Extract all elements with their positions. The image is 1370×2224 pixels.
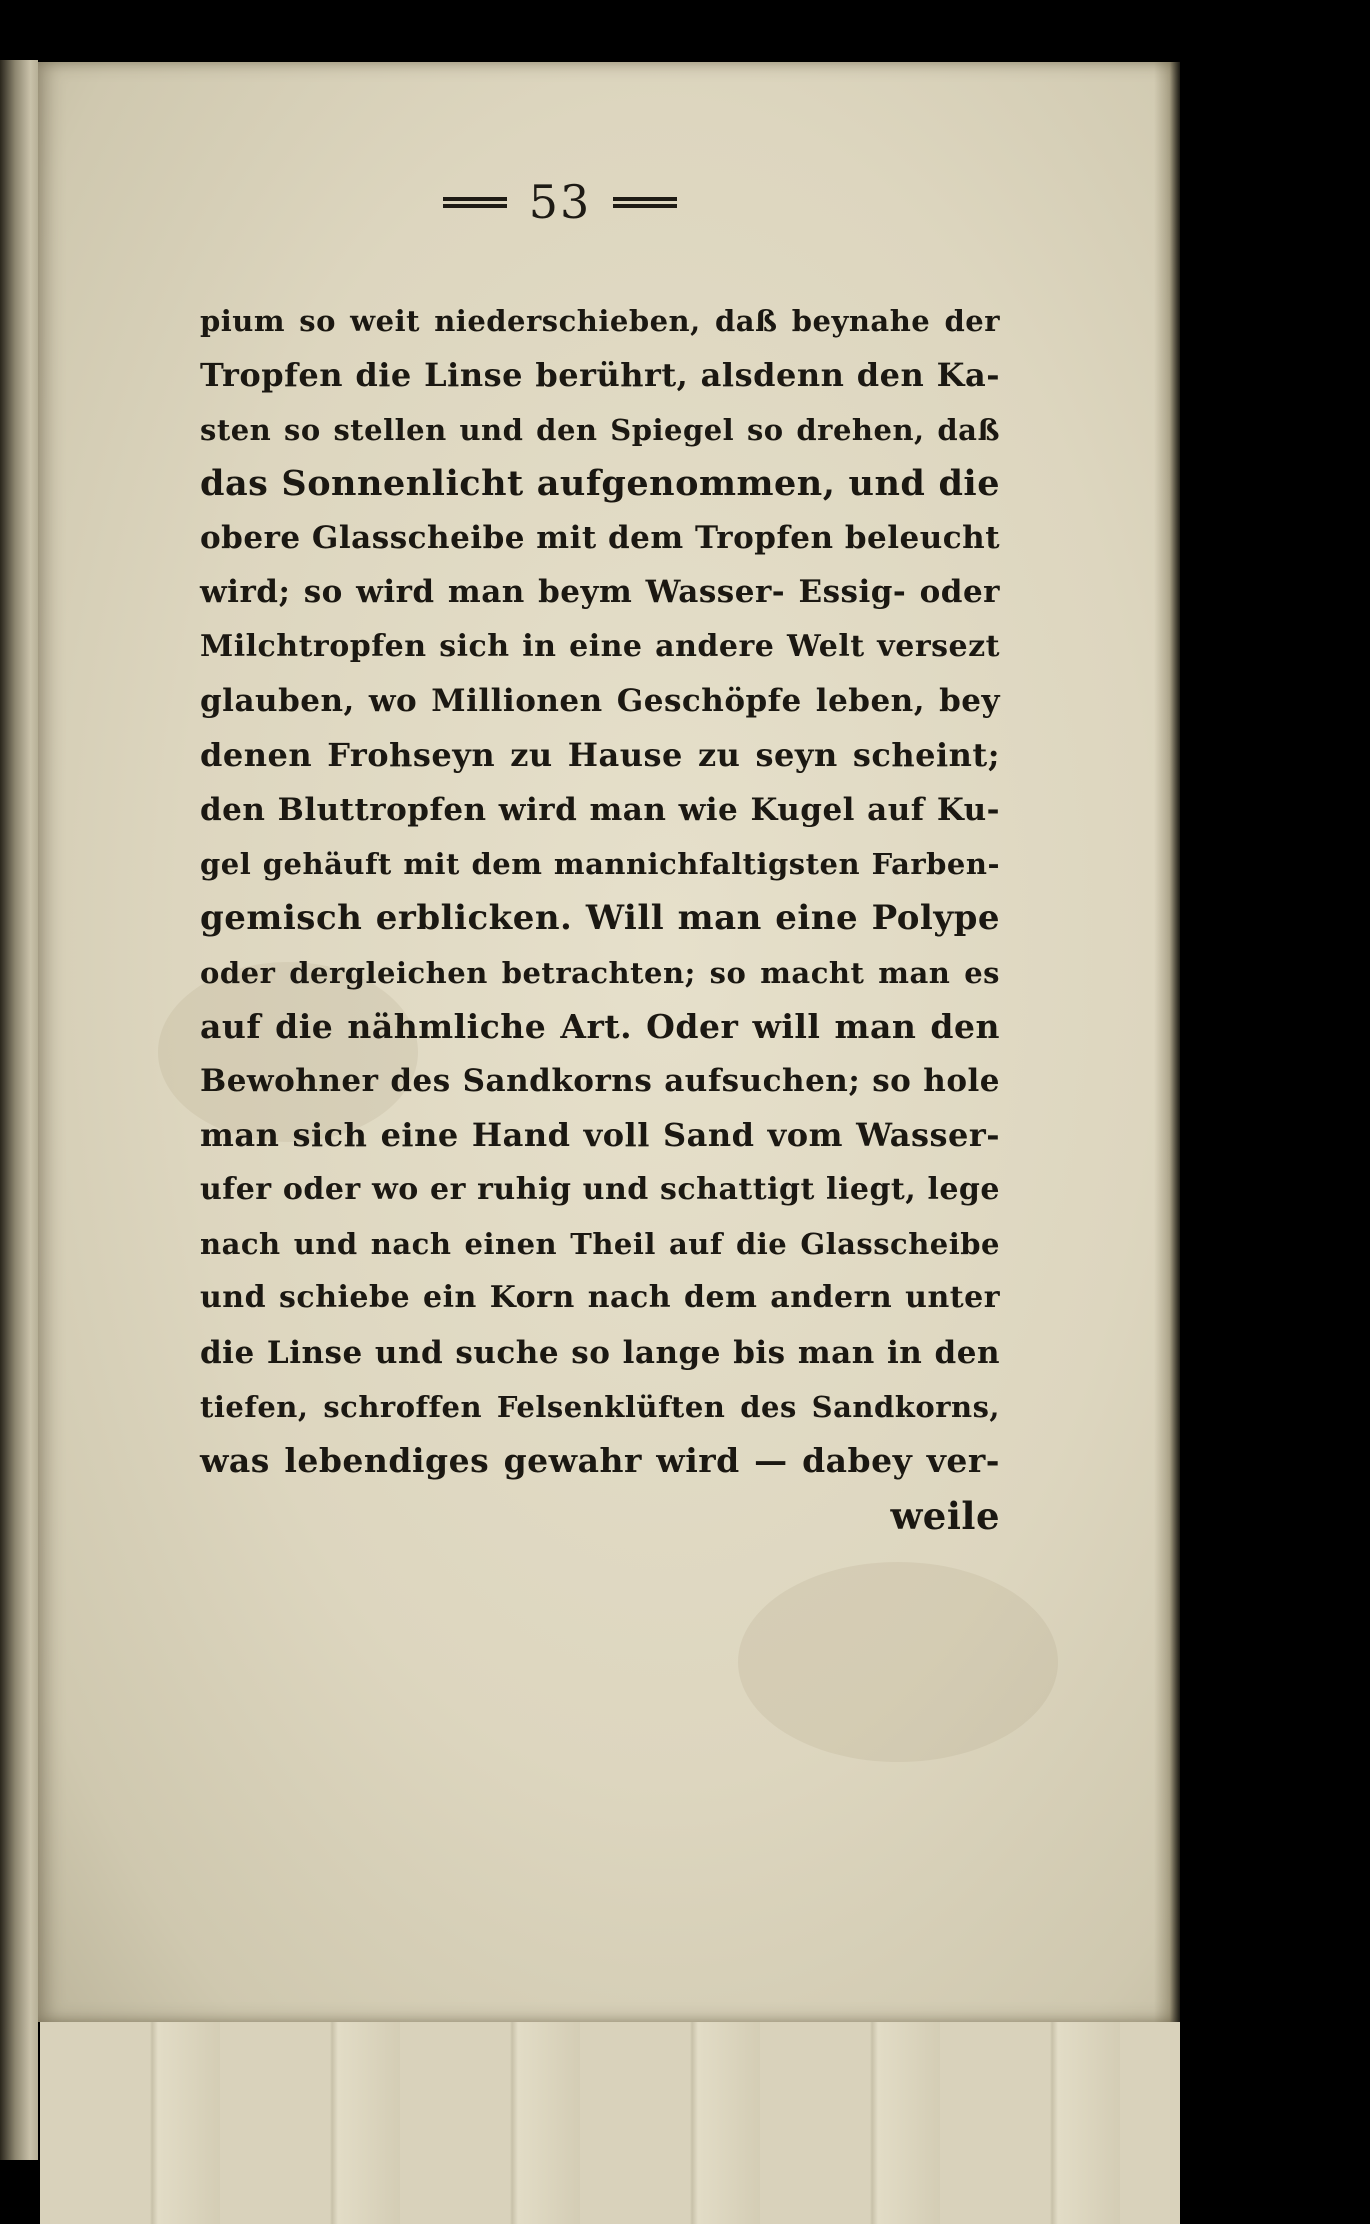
text-line: wird; so wird man beym Wasser- Essig- oder <box>200 574 1000 611</box>
catchword: weile <box>890 1493 1000 1538</box>
page-fore-edge-shadow <box>1154 62 1180 2022</box>
text-line: was lebendiges gewahr wird — dabey ver- <box>200 1441 1000 1481</box>
text-line: man sich eine Hand voll Sand vom Wasser- <box>200 1116 1000 1155</box>
text-line: glauben, wo Millionen Geschöpfe leben, bey <box>200 683 1000 720</box>
text-line: und schiebe ein Korn nach dem andern unter <box>200 1280 1000 1316</box>
text-line: auf die nähmliche Art. Oder will man den <box>200 1006 1000 1046</box>
text-line: tiefen, schroffen Felsenklüften des Sandkorns, <box>200 1389 1000 1424</box>
text-line: ufer oder wo er ruhig und schattigt liegt, lege <box>200 1171 1000 1207</box>
text-line: das Sonnenlicht aufgenommen, und die <box>200 462 1000 504</box>
text-line: nach und nach einen Theil auf die Glasscheibe <box>200 1227 1000 1262</box>
text-line: pium so weit niederschieben, daß beynahe der <box>200 304 1000 338</box>
text-line: Bewohner des Sandkorns aufsuchen; so hole <box>200 1063 1000 1100</box>
body-text <box>200 297 1000 1546</box>
paper-stain <box>738 1562 1058 1762</box>
page-stack-edges <box>40 1990 1180 2224</box>
text-line: gel gehäuft mit dem mannichfaltigsten Farben- <box>200 846 1000 881</box>
page-header <box>420 175 700 229</box>
text-line: denen Frohseyn zu Hause zu seyn scheint; <box>200 736 1000 775</box>
header-double-rule-right <box>613 197 677 208</box>
header-double-rule-left <box>443 197 507 208</box>
text-line: obere Glasscheibe mit dem Tropfen beleucht <box>200 520 1001 557</box>
text-line: Milchtropfen sich in eine andere Welt versezt <box>200 628 1000 664</box>
text-line: sten so stellen und den Spiegel so drehen, daß <box>200 412 1000 447</box>
text-line: oder dergleichen betrachten; so macht man es <box>200 955 1000 990</box>
text-line: den Bluttropfen wird man wie Kugel auf Ku- <box>200 791 1000 828</box>
previous-page-edge <box>0 60 38 2160</box>
page-number: 53 <box>528 175 592 229</box>
text-line: gemisch erblicken. Will man eine Polype <box>200 898 1000 939</box>
text-line: die Linse und suche so lange bis man in den <box>200 1334 1000 1371</box>
text-line: Tropfen die Linse berührt, alsdenn den Ka- <box>200 356 1000 395</box>
